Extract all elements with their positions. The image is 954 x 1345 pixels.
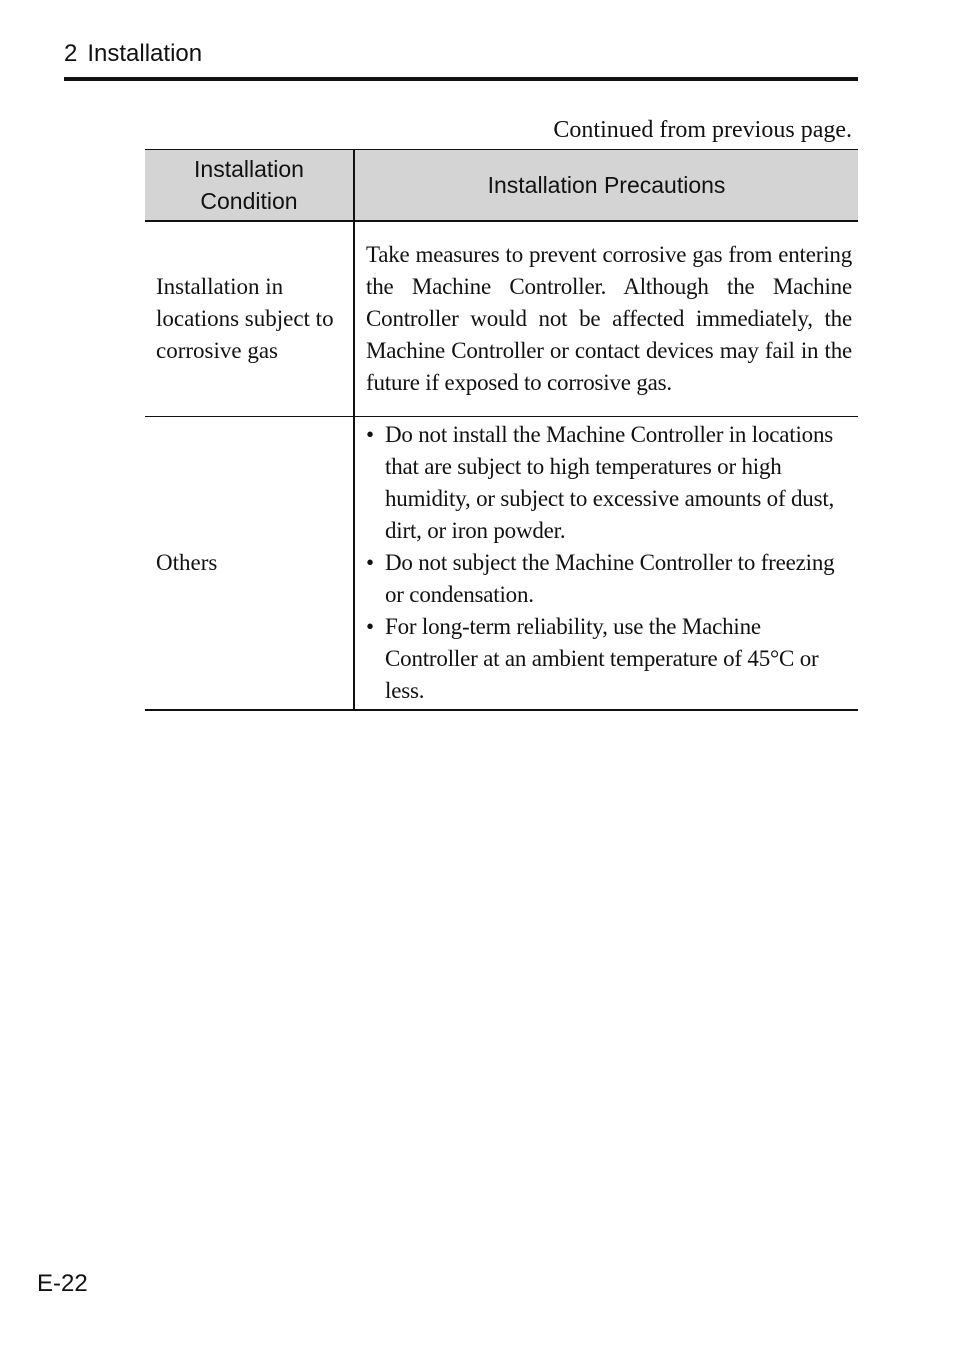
bullet-marker: • — [366, 550, 374, 575]
list-item-text: Do not subject the Machine Controller to freezing or condensation. — [385, 550, 835, 607]
bullet-marker: • — [366, 614, 374, 639]
installation-precautions-table — [145, 149, 858, 711]
bullet-marker: • — [366, 422, 374, 447]
condition-cell: Installation in locations subject to corrosive gas — [145, 221, 354, 417]
list-item — [366, 547, 852, 611]
list-item-text: Do not install the Machine Controller in locations that are subject to high temperatures or high humidity, or subject to excessive amounts of dust, dirt, or iron powder. — [385, 422, 835, 543]
list-item — [366, 611, 852, 707]
precaution-cell: Take measures to prevent corrosive gas from entering the Machine Controller. Although the Machine Controller would not be affected immediately, the Machine Controller or contact devices may fail in the future if exposed to corrosive gas. — [354, 221, 858, 417]
table-row — [145, 417, 858, 711]
precaution-cell — [354, 417, 858, 711]
header-rule — [64, 77, 858, 81]
precaution-list — [366, 419, 852, 707]
column-header-precautions: Installation Precautions — [354, 150, 858, 222]
list-item — [366, 419, 852, 547]
chapter-number: 2 — [64, 40, 78, 67]
table-row — [145, 221, 858, 417]
page-number: E-22 — [37, 1270, 88, 1297]
chapter-title: Installation — [87, 40, 203, 67]
list-item-text: For long-term reliability, use the Machine Controller at an ambient temperature of 45°C or less. — [385, 614, 819, 703]
condition-cell: Others — [145, 417, 354, 711]
table-header-row — [145, 150, 858, 222]
continued-note: Continued from previous page. — [553, 117, 852, 143]
running-header — [64, 40, 202, 68]
column-header-condition: Installation Condition — [145, 150, 354, 222]
